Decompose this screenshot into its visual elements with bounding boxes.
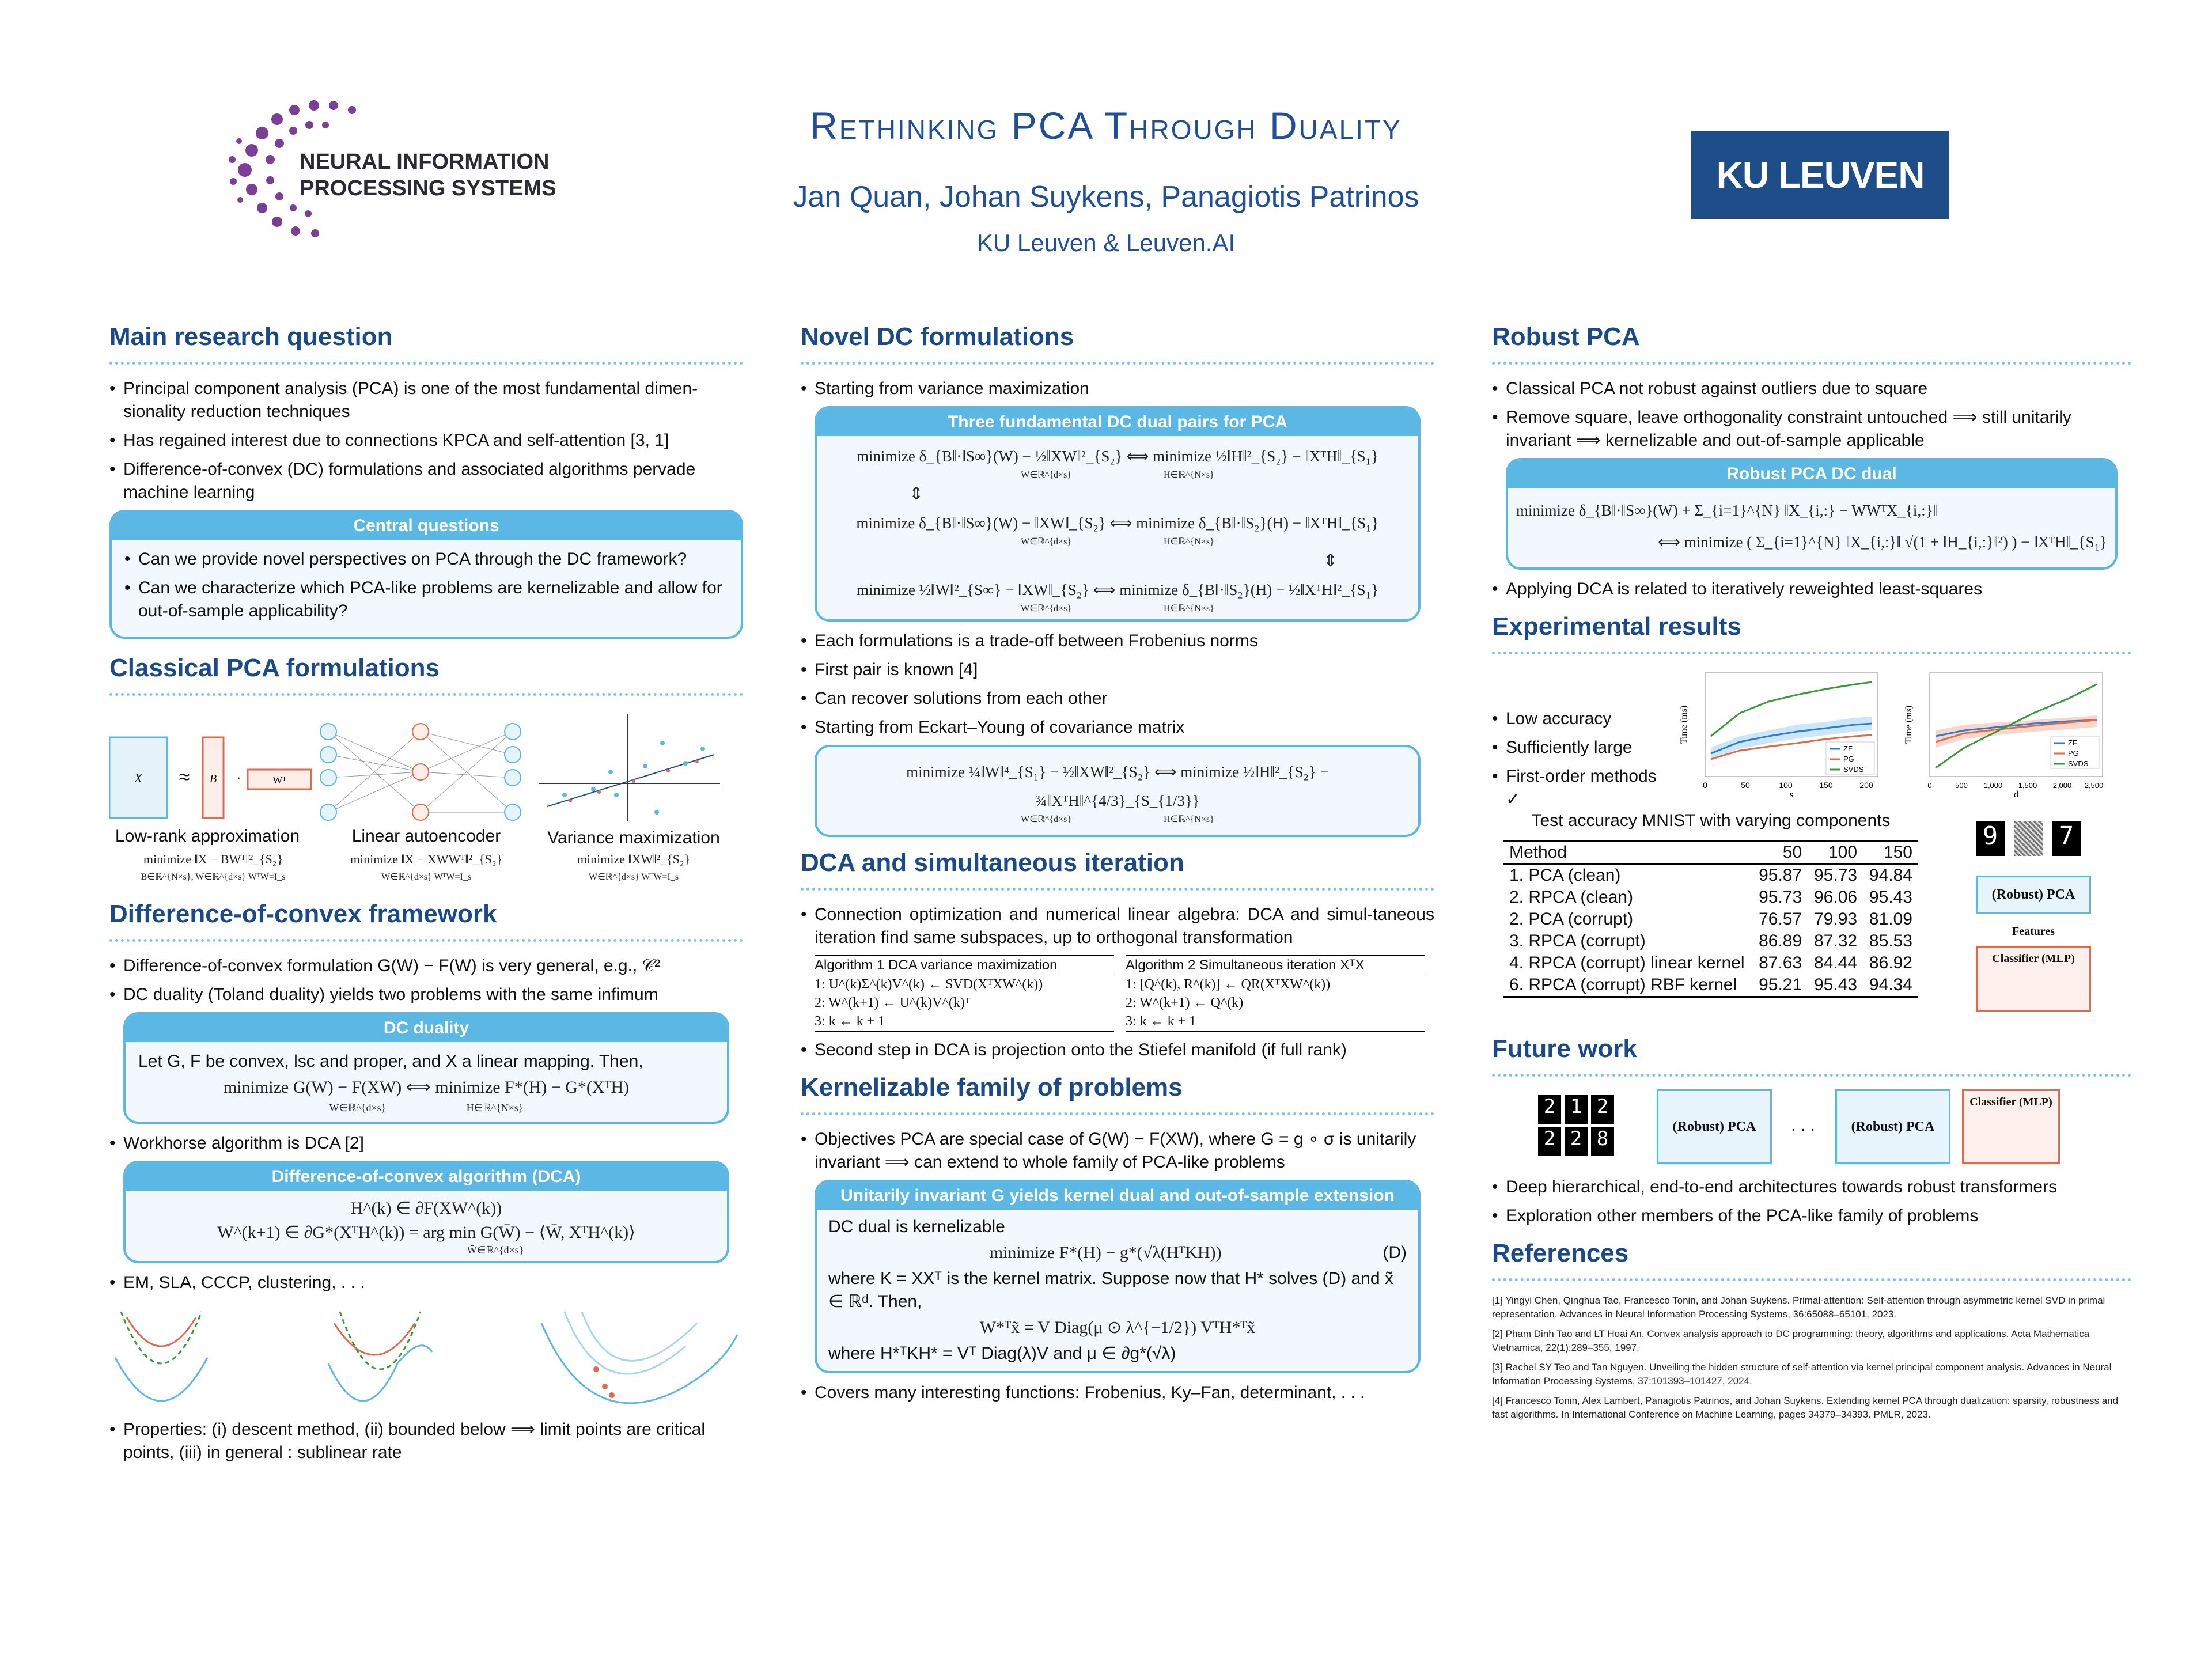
list-item: • Classical PCA not robust against outliers due to square [1492,377,2131,400]
table-caption: Test accuracy MNIST with varying components [1531,811,1891,830]
list-item: • Low accuracy [1492,707,1659,730]
equivalence-arrow: ⇕ [909,484,924,503]
mnist-digit: 2 [1538,1127,1561,1156]
list-item: • First-order methods ✓ [1492,765,1659,811]
list-item: • DC duality (Toland duality) yields two problems with the same infimum [109,983,743,1006]
table-header: 100 [1828,843,1858,862]
formula-subscript: W∈ℝ^{d×s} H∈ℝ^{N×s} [1021,537,1214,547]
features-label: Features [2012,925,2055,938]
list-item: • Second step in DCA is projection onto the Stiefel manifold (if full rank) [801,1039,1434,1062]
algorithm-title: Algorithm 1 DCA variance maximization [815,955,1114,975]
svg-text:500: 500 [1955,781,1968,790]
mnist-digit: 2 [1591,1095,1614,1124]
formula: minimize ‖XW‖²_{S₂} W∈ℝ^{d×s} WᵀW=I_s [577,852,691,882]
section-title: Experimental results [1492,612,1741,641]
section-title: Classical PCA formulations [109,654,440,682]
eckart-young-box [815,745,1421,837]
table-row: 6. RPCA (corrupt) RBF kernel 95.21 95.43 94.34 [1509,975,1912,994]
algorithm-2 [1126,955,1425,1032]
pca-diagrams [109,709,743,824]
list-item: • Starting from Eckart–Young of covariance matrix [801,716,1434,739]
list-item: • Sufficiently large [1492,736,1659,759]
algorithm-line: 2: W^(k+1) ← U^(k)V^(k)ᵀ [815,995,970,1010]
column-3 [1492,323,2131,1427]
section-title: DCA and simultaneous iteration [801,849,1184,877]
svg-text:2,500: 2,500 [2084,781,2104,790]
list-item: • Can we characterize which PCA-like problems are kernelizable and allow for out-of-sample applicability? [124,577,728,623]
section-title: References [1492,1239,1629,1267]
list-item: • Has regained interest due to connections KPCA and self-attention [3, 1] [109,429,743,452]
svg-text:B: B [209,772,217,785]
reference-item: [1] Yingyi Chen, Qinghua Tao, Francesco Tonin, and Johan Suykens. Primal-attention: Self-attention through asymmetric kernel SVD in primal representation. Advances in Neural Information Processing Systems, 36:65088–65101, 2023. [1492,1295,2105,1320]
ellipsis: . . . [1791,1116,1815,1135]
formula: minimize δ_{B‖·‖S∞}(W) + Σ_{i=1}^{N} ‖X_{i,:} − WWᵀX_{i,:}‖ [1516,502,1938,519]
svg-text:s: s [1789,790,1794,800]
svg-text:1,000: 1,000 [1983,781,2003,790]
svg-text:SVDS: SVDS [1843,765,1864,774]
table-header: 50 [1782,843,1802,862]
svg-text:0: 0 [1703,781,1707,790]
classical-pca-figures [109,709,743,893]
poster-title: Rethinking PCA Through Duality [810,104,1402,147]
svg-text:ZF: ZF [1843,744,1853,753]
mnist-digit: 9 [1976,821,2005,856]
mnist-digit: 2 [1538,1095,1561,1124]
list-item: • Deep hierarchical, end-to-end architectures towards robust transformers [1492,1176,2131,1199]
list-item: • Each formulations is a trade-off between Frobenius norms [801,630,1434,653]
future-pipeline [1492,1089,2131,1164]
section-title: Kernelizable family of problems [801,1073,1183,1101]
list-item: • First pair is known [4] [801,658,1434,681]
list-item: • EM, SLA, CCCP, clustering, . . . [109,1271,743,1294]
table-row: 1. PCA (clean) 95.87 95.73 94.84 [1509,866,1912,885]
algorithm-line: 1: [Q^(k), R^(k)] ← QR(XᵀXW^(k)) [1126,977,1331,992]
svg-text:Time (ms): Time (ms) [1679,705,1689,744]
dc-duality-box [123,1012,729,1124]
table-header: 150 [1883,843,1912,862]
svg-text:ZF: ZF [2068,738,2077,747]
section-title: Future work [1492,1035,1637,1063]
table-row: 4. RPCA (corrupt) linear kernel 87.63 84.44 86.92 [1509,953,1912,972]
robust-pca-dual-box [1506,458,2118,570]
list-item: • Objectives PCA are special case of G(W) − F(XW), where G = g ∘ σ is unitarily invariant ⟹ can extend to whole family of PCA-like problems [801,1128,1434,1174]
list-item: • Difference-of-convex (DC) formulations and associated algorithms pervade machine learning [109,458,743,504]
central-questions-box [109,510,743,639]
svg-text:150: 150 [1819,781,1833,790]
svg-text:2,000: 2,000 [2052,781,2072,790]
list-item: • Can recover solutions from each other [801,687,1434,710]
figure-label: Low-rank approximation [115,827,300,846]
box-text: where K = XXᵀ is the kernel matrix. Suppose now that H* solves (D) and x̃ ∈ ℝᵈ. Then, [828,1269,1393,1311]
equation-tag: (D) [1382,1243,1407,1262]
list-item: • Properties: (i) descent method, (ii) bounded below ⟹ limit points are critical points, (iii) in general : sublinear rate [109,1418,743,1464]
mnist-digit: 1 [1565,1095,1588,1124]
svg-text:SVDS: SVDS [2068,759,2089,768]
section-title: Robust PCA [1492,323,1640,351]
equivalence-arrow: ⇕ [1323,551,1338,570]
robust-pca-block: (Robust) PCA [1835,1089,1950,1164]
classifier-block: Classifier (MLP) [1962,1089,2060,1164]
affiliation: KU Leuven & Leuven.AI [976,229,1236,256]
box-title: Three fundamental DC dual pairs for PCA [817,408,1418,436]
list-item: • Difference-of-convex formulation G(W) − F(W) is very general, e.g., 𝒞² [109,955,743,978]
algorithm-1 [815,955,1114,1032]
box-text: where H*ᵀKH* = Vᵀ Diag(λ)V and μ ∈ ∂g*(√λ) [828,1344,1176,1363]
unitarily-invariant-box [815,1180,1421,1373]
formula: minimize ½‖W‖²_{S∞} − ‖XW‖_{S₂} ⟺ minimize δ_{B‖·‖S₂}(H) − ½‖XᵀH‖²_{S₁} [856,581,1379,599]
formula: minimize G(W) − F(XW) ⟺ minimize F*(H) − G*(XᵀH) [223,1078,630,1097]
formula-subscript: W∈ℝ^{d×s} H∈ℝ^{N×s} [1021,470,1214,480]
authors: Jan Quan, Johan Suykens, Panagiotis Patrinos [793,180,1419,214]
list-item: • Workhorse algorithm is DCA [2] [109,1132,743,1155]
formula: W*ᵀx̃ = V Diag(μ ⊙ λ^{−1/2}) VᵀH*ᵀx̃ [979,1318,1256,1337]
svg-text:·: · [236,768,241,786]
list-item: • Covers many interesting functions: Frobenius, Ky–Fan, determinant, . . . [801,1381,1434,1404]
svg-text:50: 50 [1741,781,1750,790]
algorithm-line: 2: W^(k+1) ← Q^(k) [1126,995,1244,1010]
formula-subscript: W̄∈ℝ^{d×s} [467,1244,524,1256]
formula: minimize ‖X − BWᵀ‖²_{S₂} B∈ℝ^{N×s}, W∈ℝ^{d×s} WᵀW=I_s [141,852,286,882]
formula: minimize ‖X − XWWᵀ‖²_{S₂} W∈ℝ^{d×s} WᵀW=I_s [350,852,503,882]
reference-item: [2] Pham Dinh Tao and LT Hoai An. Convex analysis approach to DC programming: theory, algorithms and applications. Acta Mathematica Vietnamica, 22(1):289–355, 1997. [1492,1328,2090,1353]
list-item: • Remove square, leave orthogonality constraint untouched ⟹ still unitarily invariant ⟹ kernelizable and out-of-sample applicable [1492,406,2131,452]
mnist-digit: 2 [1565,1127,1588,1156]
svg-text:PG: PG [1843,755,1854,763]
table-row: 3. RPCA (corrupt) 86.89 87.32 85.53 [1509,931,1912,950]
algorithm-line: 1: U^(k)Σ^(k)V^(k) ← SVD(XᵀXW^(k)) [815,977,1043,992]
svg-text:Time (ms): Time (ms) [1904,705,1914,744]
noisy-digit-image [2014,821,2043,856]
list-item: • Connection optimization and numerical linear algebra: DCA and simul-taneous iteration find same subspaces, up to orthogonal transformation [801,903,1434,949]
box-title: Robust PCA DC dual [1508,460,2115,488]
svg-text:≈: ≈ [179,766,190,788]
robust-pca-block: (Robust) PCA [1976,876,2091,914]
reference-item: [4] Francesco Tonin, Alex Lambert, Panagiotis Patrinos, and Johan Suykens. Extending kernel PCA through dualization: sparsity, robustness and fast algorithms. In International Conference on Machine Learning, pages 34379–34393. PMLR, 2023. [1492,1395,2119,1420]
formula: minimize ¼‖W‖⁴_{S₁} − ½‖XW‖²_{S₂} ⟺ minimize ½‖H‖²_{S₂} − ¾‖XᵀH‖^{4/3}_{S_{1/3}} [906,763,1329,809]
section-title: Main research question [109,323,393,351]
svg-text:PG: PG [2068,749,2079,757]
box-title: Central questions [112,512,741,540]
robust-pca-block: (Robust) PCA [1657,1089,1772,1164]
formula: minimize δ_{B‖·‖S∞}(W) − ½‖XW‖²_{S₂} ⟺ minimize ½‖H‖²_{S₂} − ‖XᵀH‖_{S₁} [856,448,1379,465]
algorithm-line: 3: k ← k + 1 [1126,1012,1425,1032]
formula: minimize δ_{B‖·‖S∞}(W) − ‖XW‖_{S₂} ⟺ minimize δ_{B‖·‖S₂}(H) − ‖XᵀH‖_{S₁} [856,514,1379,532]
algorithm-title: Algorithm 2 Simultaneous iteration XᵀX [1126,955,1425,975]
column-2 [801,323,1434,1410]
experiments-area [1492,667,2131,1030]
formula: H^(k) ∈ ∂F(XW^(k)) [350,1199,502,1218]
column-1 [109,323,743,1470]
figure-label: Variance maximization [547,828,720,847]
table-row: 2. PCA (corrupt) 76.57 79.93 81.09 [1509,910,1912,929]
formula-subscript: W∈ℝ^{d×s} H∈ℝ^{N×s} [329,1102,524,1113]
reference-item: [3] Rachel SY Teo and Tan Nguyen. Unveiling the hidden structure of self-attention via kernel principal component analysis. Advances in Neural Information Processing Systems, 37:101393–101427, 2024. [1492,1362,2112,1387]
list-item: • Principal component analysis (PCA) is one of the most fundamental dimen-sionality reduction techniques [109,377,743,423]
box-title: Unitarily invariant G yields kernel dual and out-of-sample extension [817,1182,1418,1210]
formula-subscript: W∈ℝ^{d×s} H∈ℝ^{N×s} [1021,604,1214,613]
results-table [1503,840,1918,998]
svg-text:0: 0 [1927,781,1932,790]
dca-box [123,1161,729,1263]
neurips-logo-text: NEURAL INFORMATION PROCESSING SYSTEMS [300,150,556,200]
references-list [1492,1294,2131,1422]
dc-pairs-box [815,406,1421,622]
svg-text:200: 200 [1859,781,1873,790]
box-text: Let G, F be convex, lsc and proper, and X a linear mapping. Then, [138,1052,643,1071]
timing-plots [1676,667,2114,800]
figure-label: Linear autoencoder [351,827,501,846]
formula: minimize F*(H) − g*(√λ(HᵀKH)) [989,1243,1222,1262]
svg-text:100: 100 [1779,781,1793,790]
box-text: DC dual is kernelizable [828,1217,1005,1236]
box-title: Difference-of-convex algorithm (DCA) [126,1163,727,1191]
section-title: Novel DC formulations [801,323,1074,351]
svg-text:1,500: 1,500 [2018,781,2037,790]
mnist-digit: 7 [2052,821,2081,856]
algorithm-line: 3: k ← k + 1 [815,1012,1114,1032]
table-row: 2. RPCA (clean) 95.73 96.06 95.43 [1509,888,1912,907]
list-item: • Exploration other members of the PCA-like family of problems [1492,1205,2131,1228]
formula: ⟺ minimize ( Σ_{i=1}^{N} ‖X_{i,:}‖ √(1 + ‖H_{i,:}‖²) ) − ‖XᵀH‖_{S₁} [1658,533,2107,551]
ku-leuven-logo: KU LEUVEN [1691,131,1949,219]
section-title: Difference-of-convex framework [109,900,497,928]
formula-subscript: W∈ℝ^{d×s} H∈ℝ^{N×s} [1021,815,1214,824]
algorithms [815,955,1434,1032]
dca-illustration [109,1300,743,1415]
svg-text:d: d [2014,790,2018,800]
classifier-block: Classifier (MLP) [1976,946,2091,1012]
list-item: • Starting from variance maximization [801,377,1434,400]
list-item: • Applying DCA is related to iteratively reweighted least-squares [1492,578,2131,601]
table-header: Method [1509,843,1567,862]
mnist-digit: 8 [1591,1127,1614,1156]
svg-text:Wᵀ: Wᵀ [272,774,286,786]
formula: W^(k+1) ∈ ∂G*(XᵀH^(k)) = arg min G(W̄) − ⟨W̄, XᵀH^(k)⟩ [217,1223,635,1242]
list-item: • Can we provide novel perspectives on PCA through the DC framework? [124,548,728,571]
box-title: DC duality [126,1014,727,1042]
svg-text:X: X [134,771,142,785]
